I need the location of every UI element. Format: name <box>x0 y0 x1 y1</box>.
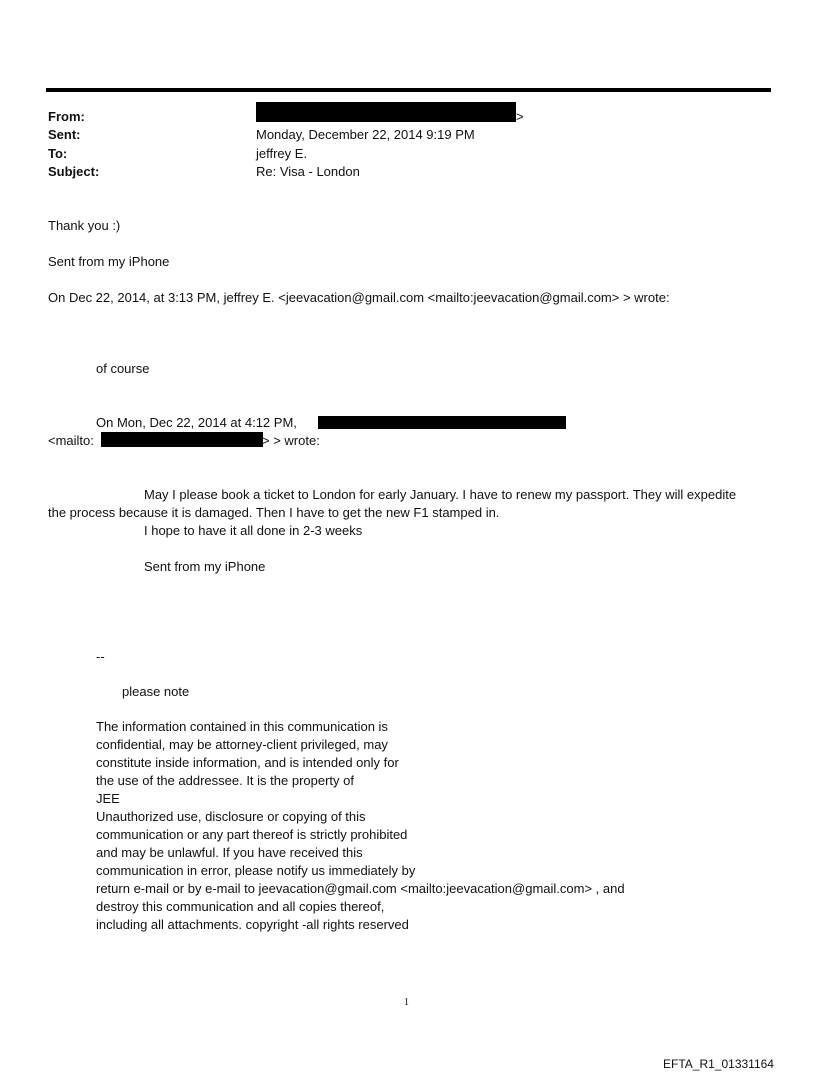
message-line-1: May I please book a ticket to London for early January. I have to renew my passport. They will expedite <box>144 487 737 502</box>
message-sent-from: Sent from my iPhone <box>144 559 266 574</box>
message-line-3: I hope to have it all done in 2-3 weeks <box>144 523 363 538</box>
body-sent-from: Sent from my iPhone <box>48 254 170 269</box>
document-id: EFTA_R1_01331164 <box>663 1057 774 1071</box>
subject-label: Subject: <box>48 164 100 179</box>
redacted-mailto <box>101 432 263 447</box>
disclaimer-line: communication in error, please notify us immediately by <box>96 863 416 878</box>
quote-intro: On Dec 22, 2014, at 3:13 PM, jeffrey E. <jeevacation@gmail.com <mailto:jeevacation@gmail.com> > wrote: <box>48 290 670 305</box>
mailto-suffix: > > wrote: <box>262 433 320 448</box>
subject-value: Re: Visa - London <box>256 164 360 179</box>
from-label: From: <box>48 109 85 124</box>
quote2-start: On Mon, Dec 22, 2014 at 4:12 PM, <box>96 415 297 430</box>
disclaimer-line: destroy this communication and all copies thereof, <box>96 899 385 914</box>
disclaimer-line: constitute inside information, and is intended only for <box>96 755 399 770</box>
from-tail: > <box>516 109 524 124</box>
disclaimer-line: the use of the addressee. It is the property of <box>96 773 354 788</box>
body-thanks: Thank you :) <box>48 218 121 233</box>
disclaimer-line: communication or any part thereof is strictly prohibited <box>96 827 408 842</box>
sent-label: Sent: <box>48 127 81 142</box>
please-note: please note <box>122 684 190 699</box>
disclaimer-line: Unauthorized use, disclosure or copying of this <box>96 809 366 824</box>
mailto-prefix: <mailto: <box>48 433 94 448</box>
disclaimer-line: JEE <box>96 791 120 806</box>
redacted-sender <box>318 416 566 429</box>
disclaimer-line: including all attachments. copyright -all rights reserved <box>96 917 409 932</box>
to-value: jeffrey E. <box>256 146 308 161</box>
disclaimer-line: The information contained in this communication is <box>96 719 388 734</box>
disclaimer-line: return e-mail or by e-mail to jeevacation@gmail.com <mailto:jeevacation@gmail.com> , and <box>96 881 625 896</box>
to-label: To: <box>48 146 68 161</box>
disclaimer-line: and may be unlawful. If you have received this <box>96 845 363 860</box>
sent-value: Monday, December 22, 2014 9:19 PM <box>256 127 475 142</box>
message-line-2: the process because it is damaged. Then I have to get the new F1 stamped in. <box>48 505 500 520</box>
disclaimer-line: confidential, may be attorney-client privileged, may <box>96 737 388 752</box>
header-rule <box>46 88 771 92</box>
reply-text: of course <box>96 361 150 376</box>
page-number: 1 <box>404 997 409 1008</box>
signature-dash: -- <box>96 649 105 664</box>
redacted-from-address <box>256 102 516 122</box>
